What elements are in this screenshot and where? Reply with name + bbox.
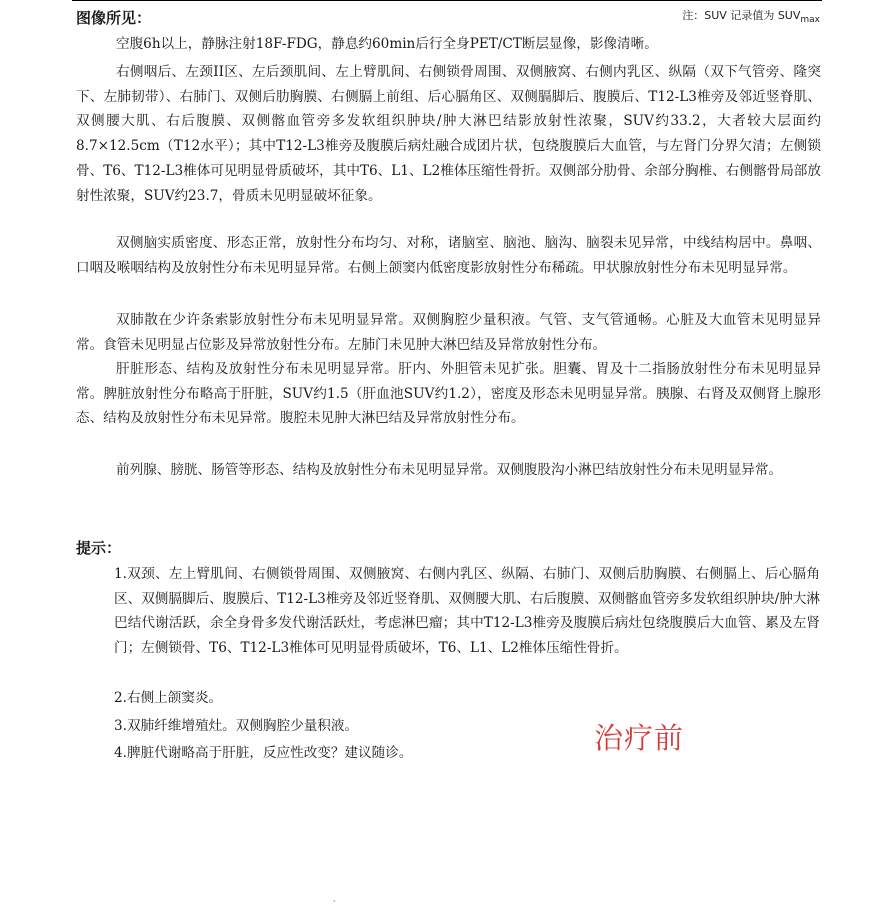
- tip-item-4: 4.脾脏代谢略高于肝脏，反应性改变？建议随诊。: [114, 745, 413, 761]
- findings-paragraph-pelvis: 前列腺、膀胱、肠管等形态、结构及放射性分布未见明显异常。双侧腹股沟小淋巴结放射性分布未见明显异常。: [116, 462, 783, 478]
- tip-item-1: 1.双颈、左上臂肌间、右侧锁骨周围、双侧腋窝、右侧内乳区、纵隔、右肺门、双侧后肋胸膜、右侧膈上、后心膈角区、双侧膈脚后、腹膜后、T12-L3椎旁及邻近竖脊肌、双侧腰大肌、右后腹膜、双侧髂血管旁多发软组织肿块/肿大淋巴结代谢活跃，余全身骨多发代谢活跃灶，考虑淋巴瘤；其中T12-L3椎旁及腹膜后病灶包绕腹膜后大血管、累及左肾门；左侧锁骨、T6、T12-L3椎体可见明显骨质破坏，T6、L1、L2椎体压缩性骨折。: [114, 566, 820, 657]
- suv-note-subscript: max: [800, 15, 820, 26]
- tip-item-3: 3.双肺纤维增殖灶。双侧胸腔少量积液。: [114, 718, 359, 734]
- tip-item-2: 2.右侧上颌窦炎。: [114, 690, 223, 706]
- findings-paragraph-scan: 空腹6h以上，静脉注射18F-FDG，静息约60min后行全身PET/CT断层显像，影像清晰。: [116, 36, 658, 52]
- findings-paragraph-head-neck: 双侧脑实质密度、形态正常，放射性分布均匀、对称，诸脑室、脑池、脑沟、脑裂未见异常，中线结构居中。鼻咽、口咽及喉咽结构及放射性分布未见明显异常。右侧上颌窦内低密度影放射性分布稀疏。甲状腺放射性分布未见明显异常。: [76, 235, 821, 276]
- findings-paragraph-chest: 双肺散在少许条索影放射性分布未见明显异常。双侧胸腔少量积液。气管、支气管通畅。心脏及大血管未见明显异常。食管未见明显占位影及异常放射性分布。左肺门未见肿大淋巴结及异常放射性分布。: [76, 312, 821, 353]
- findings-paragraph-lesions: 右侧咽后、左颈II区、左后颈肌间、左上臂肌间、右侧锁骨周围、双侧腋窝、右侧内乳区、纵隔（双下气管旁、隆突下、左肺韧带）、右肺门、双侧后肋胸膜、右侧膈上前组、后心膈角区、双侧膈脚后、腹膜后、T12-L3椎旁及邻近竖脊肌、双侧腰大肌、右后腹膜、双侧髂血管旁多发软组织肿块/肿大淋巴结影放射性浓聚，SUV约33.2，大者较大层面约8.7×12.5cm（T12水平）；其中T12-L3椎旁及腹膜后病灶融合成团片状，包绕腹膜后大血管，与左肾门分界欠清；左侧锁骨、T6、T12-L3椎体可见明显骨质破坏，其中T6、L1、L2椎体压缩性骨折。双侧部分肋骨、余部分胸椎、右侧髂骨局部放射性浓聚，SUV约23.7，骨质未见明显破坏征象。: [76, 64, 821, 204]
- findings-heading: 图像所见：: [76, 9, 152, 27]
- findings-paragraph-abdomen: 肝脏形态、结构及放射性分布未见明显异常。肝内、外胆管未见扩张。胆囊、胃及十二指肠放射性分布未见明显异常。脾脏放射性分布略高于肝脏，SUV约1.5（肝血池SUV约1.2），密度及形态未见明显异常。胰腺、右肾及双侧肾上腺形态、结构及放射性分布未见异常。腹腔未见肿大淋巴结及异常放射性分布。: [76, 361, 821, 427]
- suv-note-text: 注：SUV 记录值为 SUV: [682, 9, 801, 22]
- tips-heading: 提示：: [76, 539, 122, 557]
- footer-mark: ˊ: [332, 900, 336, 909]
- top-rule: [72, 0, 822, 1]
- suv-note: [682, 7, 820, 25]
- pre-treatment-stamp: 治疗前: [594, 721, 685, 755]
